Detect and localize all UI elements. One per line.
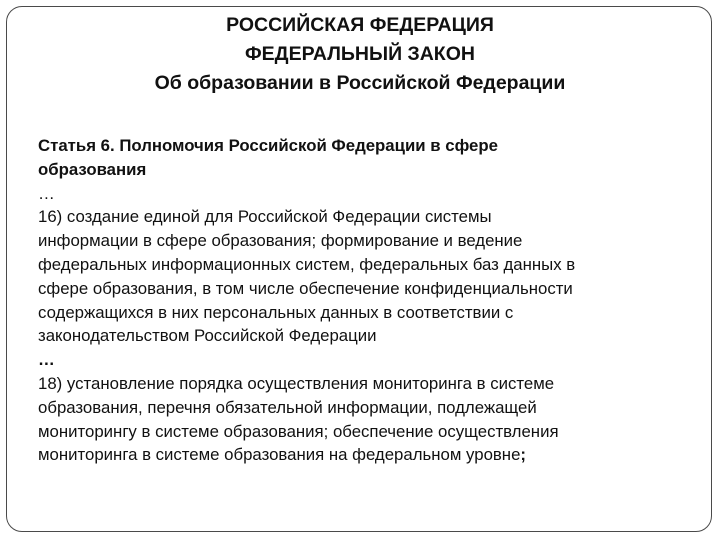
item-18-line-4 xyxy=(38,443,698,467)
item-16-line-1: 16) создание единой для Российской Федерации системы xyxy=(38,207,492,227)
ellipsis-2: … xyxy=(38,350,55,370)
item-18-line-3: мониторингу в системе образования; обеспечение осуществления xyxy=(38,421,559,441)
title-country: РОССИЙСКАЯ ФЕДЕРАЦИЯ xyxy=(226,14,494,36)
article-heading-line-2: образования xyxy=(38,159,147,179)
item-18-line-2: образования, перечня обязательной информации, подлежащей xyxy=(38,397,537,417)
item-16-line-6: законодательством Российской Федерации xyxy=(38,326,377,346)
item-16-line-4: сфере образования, в том числе обеспечение конфиденциальности xyxy=(38,278,573,298)
item-16-line-5: содержащихся в них персональных данных в соответствии с xyxy=(38,302,514,322)
item-18-line-4-text: мониторинга в системе образования на федеральном уровне xyxy=(38,445,521,465)
law-title xyxy=(7,11,712,98)
title-law-type: ФЕДЕРАЛЬНЫЙ ЗАКОН xyxy=(245,43,475,65)
item-16-line-2: информации в сфере образования; формирование и ведение xyxy=(38,231,523,251)
ellipsis-1: … xyxy=(38,183,55,203)
item-18-line-1: 18) установление порядка осуществления мониторинга в системе xyxy=(38,373,555,393)
title-law-name: Об образовании в Российской Федерации xyxy=(154,72,566,94)
slide-frame xyxy=(6,6,712,532)
item-16-line-3: федеральных информационных систем, федеральных баз данных в xyxy=(38,254,576,274)
article-body xyxy=(38,134,698,467)
article-heading-line-1: Статья 6. Полномочия Российской Федерации в сфере xyxy=(38,136,498,155)
item-18-end-semicolon: ; xyxy=(520,445,527,465)
